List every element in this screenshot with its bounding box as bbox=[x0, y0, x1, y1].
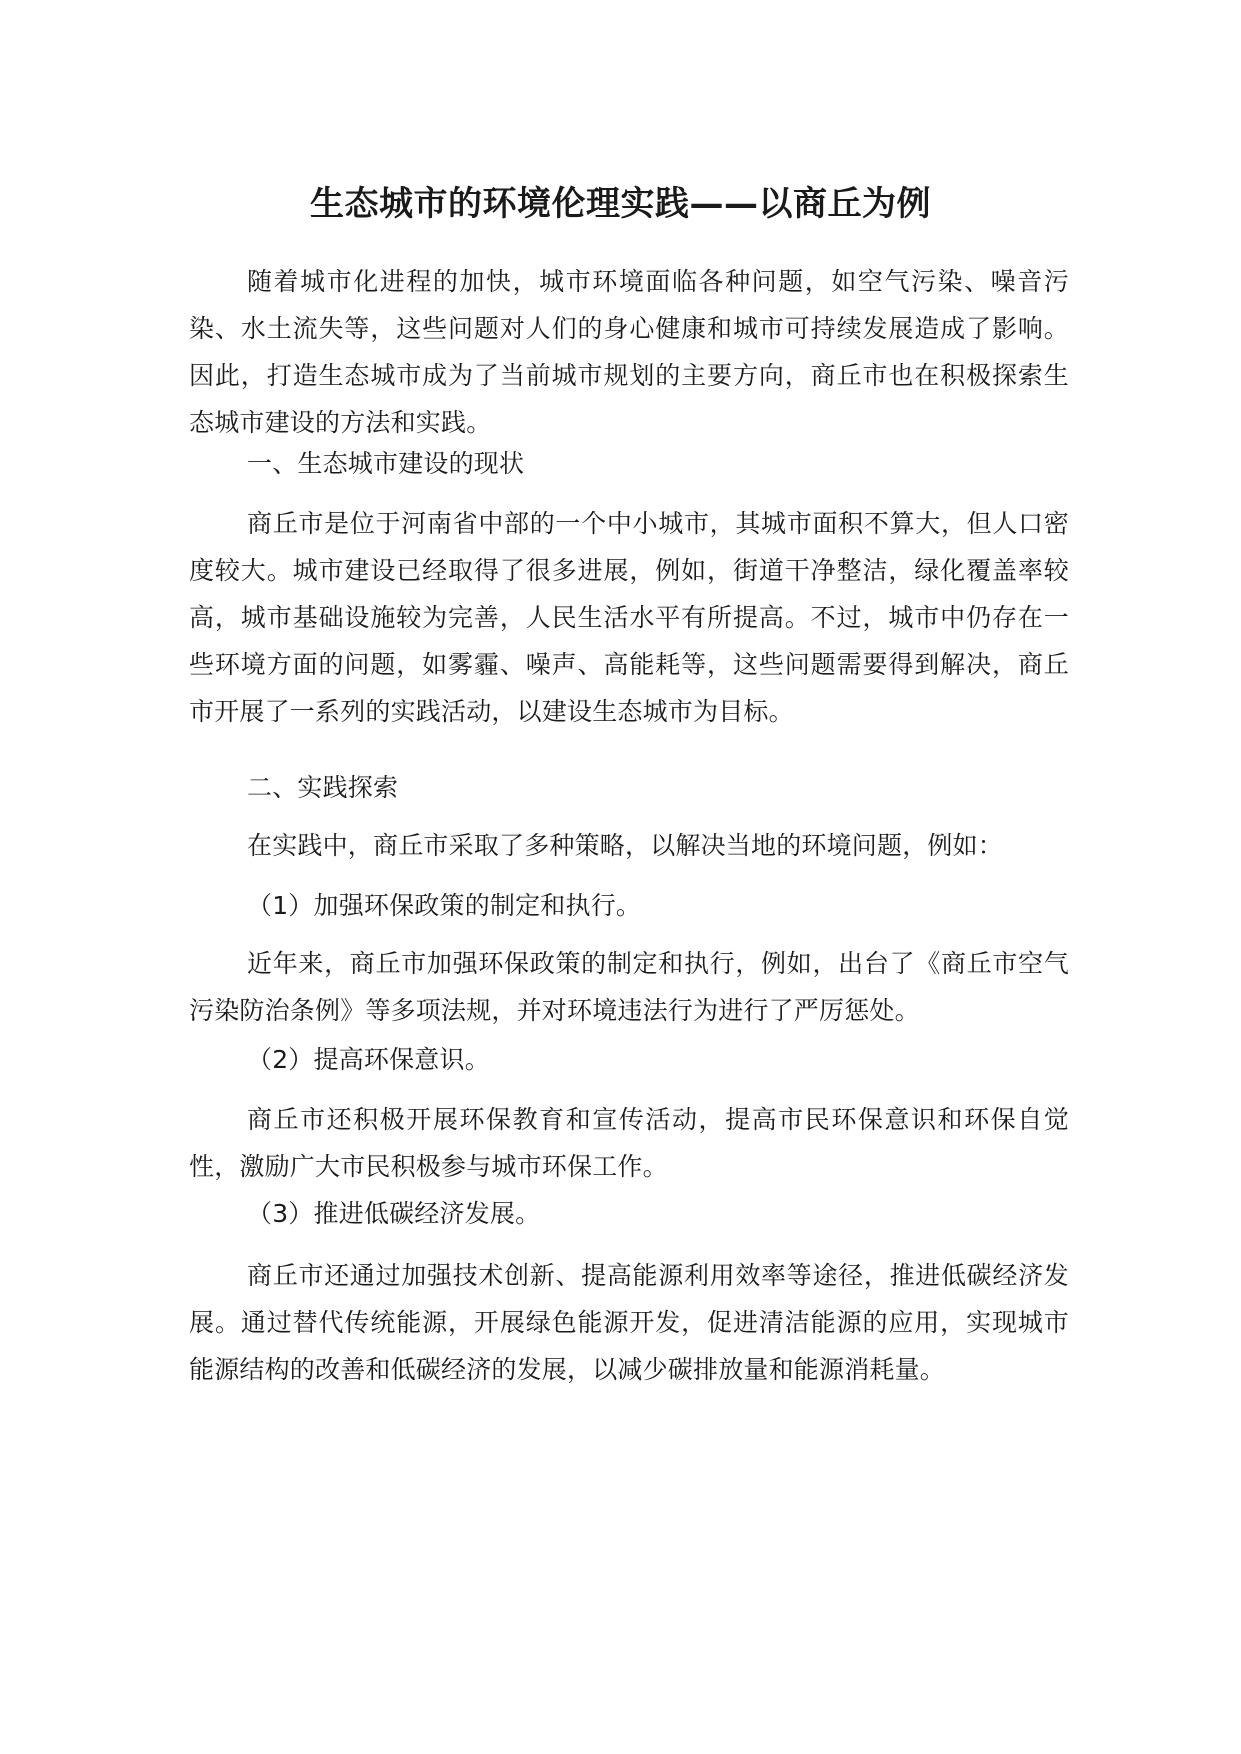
item-3-title: （3）推进低碳经济发展。 bbox=[247, 1199, 541, 1228]
section-1-heading: 一、生态城市建设的现状 bbox=[247, 449, 525, 478]
item-1-paragraph: 近年来，商丘市加强环保政策的制定和执行，例如，出台了《商丘市空气污染防治条例》等多项法规，并对环境违法行为进行了严厉惩处。 bbox=[189, 949, 1069, 1025]
section-1-paragraph: 商丘市是位于河南省中部的一个中小城市，其城市面积不算大，但人口密度较大。城市建设已经取得了很多进展，例如，街道干净整洁，绿化覆盖率较高，城市基础设施较为完善，人民生活水平有所提高。不过，城市中仍存在一些环境方面的问题，如雾霾、噪声、高能耗等，这些问题需要得到解决，商丘市开展了一系列的实践活动，以建设生态城市为目标。 bbox=[189, 509, 1069, 726]
item-2-title: （2）提高环保意识。 bbox=[247, 1045, 490, 1074]
item-2-paragraph: 商丘市还积极开展环保教育和宣传活动，提高市民环保意识和环保自觉性，激励广大市民积极参与城市环保工作。 bbox=[189, 1105, 1069, 1181]
item-1-title: （1）加强环保政策的制定和执行。 bbox=[247, 891, 642, 920]
item-3-paragraph: 商丘市还通过加强技术创新、提高能源利用效率等途径，推进低碳经济发展。通过替代传统能源，开展绿色能源开发，促进清洁能源的应用，实现城市能源结构的改善和低碳经济的发展，以减少碳排放量和能源消耗量。 bbox=[189, 1261, 1069, 1384]
section-2-lead: 在实践中，商丘市采取了多种策略，以解决当地的环境问题，例如： bbox=[247, 831, 1004, 860]
document-title: 生态城市的环境伦理实践——以商丘为例 bbox=[310, 184, 931, 224]
section-2-heading: 二、实践探索 bbox=[247, 773, 399, 802]
intro-paragraph: 随着城市化进程的加快，城市环境面临各种问题，如空气污染、噪音污染、水土流失等，这些问题对人们的身心健康和城市可持续发展造成了影响。因此，打造生态城市成为了当前城市规划的主要方向，商丘市也在积极探索生态城市建设的方法和实践。 bbox=[189, 267, 1069, 437]
